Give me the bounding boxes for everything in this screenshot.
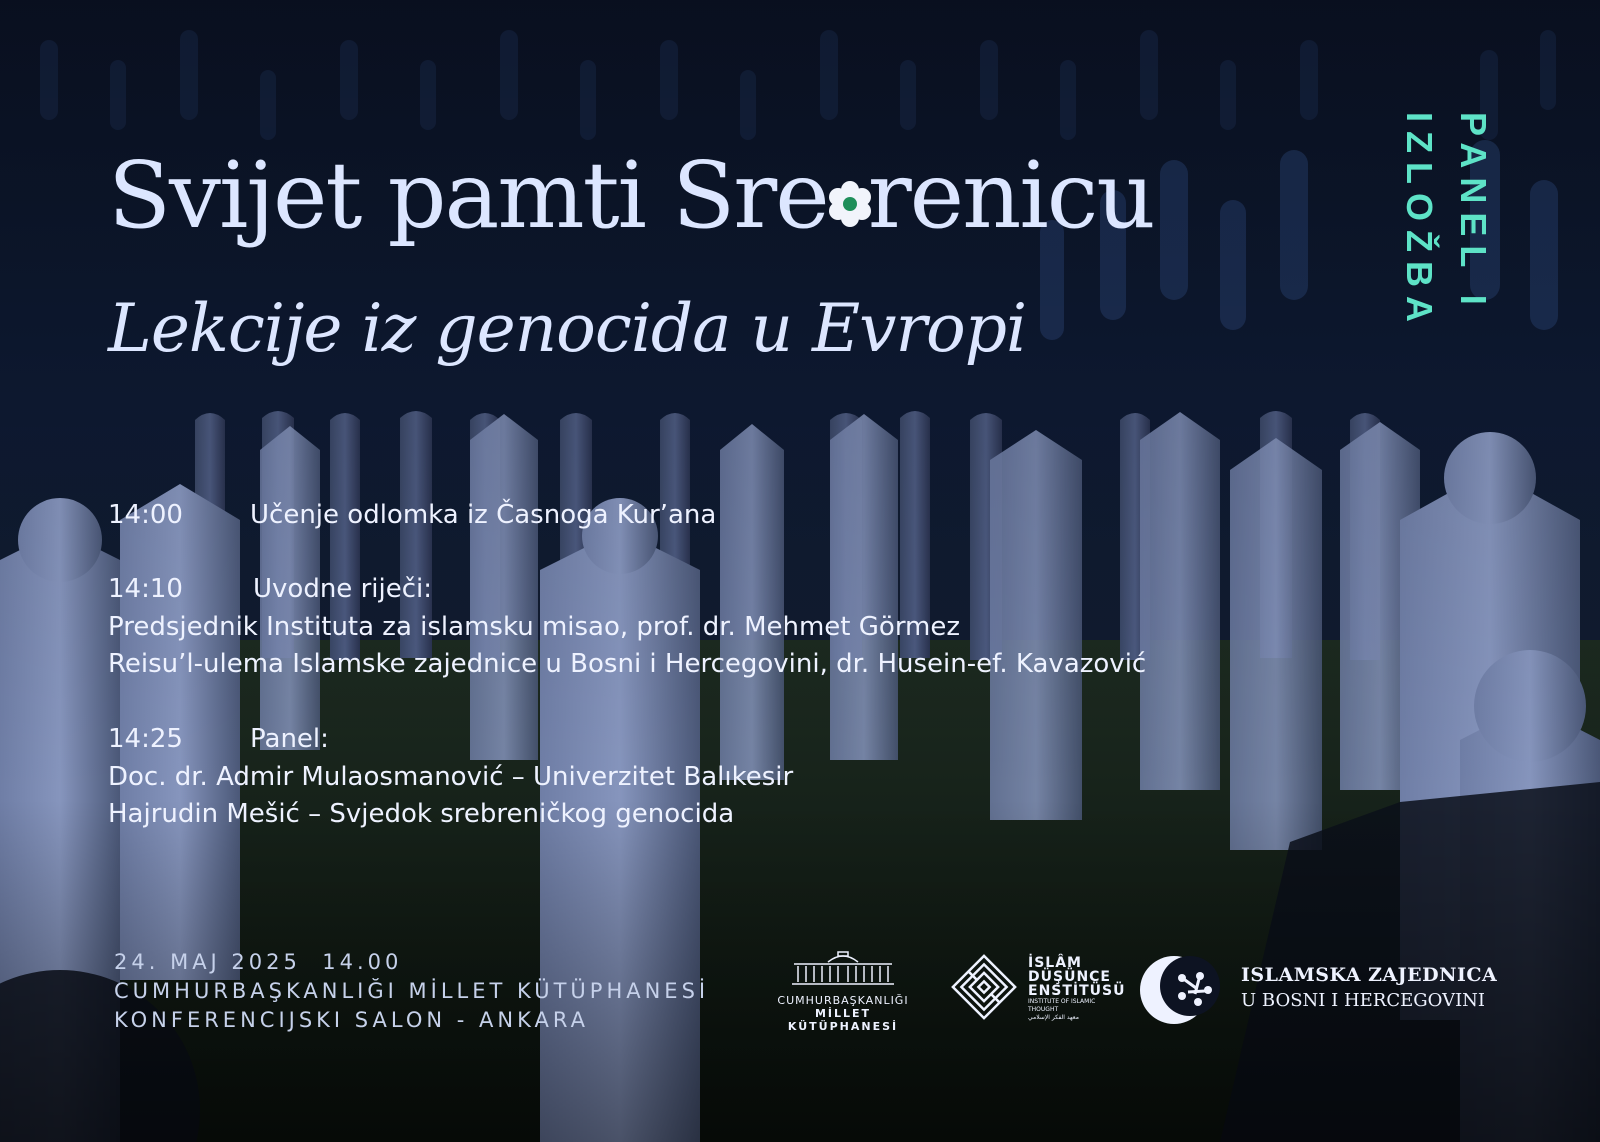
institute-logo-line-4: INSTITUTE OF ISLAMIC THOUGHT bbox=[1028, 998, 1096, 1013]
event-venue: CUMHURBAŞKANLIĞI MİLLET KÜTÜPHANESİ bbox=[114, 979, 710, 1003]
islamic-thought-institute-logo bbox=[948, 952, 1126, 1022]
schedule-title: Uvodne riječi: bbox=[253, 574, 432, 604]
schedule-detail-line: Predsjednik Instituta za islamsku misao, prof. dr. Mehmet Görmez bbox=[108, 612, 961, 642]
schedule-item bbox=[108, 500, 716, 530]
library-logo-line-2: MİLLET KÜTÜPHANESİ bbox=[787, 1007, 899, 1033]
event-info bbox=[114, 948, 709, 1035]
srebrenica-flower-icon bbox=[826, 157, 874, 249]
title-part-1: Svijet pamti Sre bbox=[108, 142, 828, 249]
library-logo-line-1: CUMHURBAŞKANLIĞI bbox=[777, 994, 909, 1007]
schedule-title: Panel: bbox=[250, 724, 329, 754]
title-part-2: renicu bbox=[867, 142, 1154, 249]
event-hall: KONFERENCIJSKI SALON - ANKARA bbox=[114, 1008, 589, 1032]
page-subtitle: Lekcije iz genocida u Evropi bbox=[108, 290, 1027, 367]
crescent-star-icon bbox=[1138, 950, 1228, 1030]
institute-logo-line-1: İSLÂM bbox=[1028, 955, 1082, 971]
vertical-label bbox=[1392, 112, 1500, 331]
kufic-square-icon bbox=[948, 952, 1020, 1022]
schedule-detail-line: Hajrudin Mešić – Svjedok srebreničkog genocida bbox=[108, 799, 735, 829]
institute-logo-line-3: ENSTİTÜSÜ bbox=[1028, 983, 1126, 999]
schedule-time: 14:00 bbox=[108, 500, 183, 530]
schedule-time: 14:10 bbox=[108, 574, 183, 604]
institute-logo-line-2: DÜŞÜNCE bbox=[1028, 969, 1111, 985]
vertical-label-line-2: IZLOŽBA bbox=[1399, 112, 1440, 331]
library-building-icon bbox=[788, 950, 898, 986]
vertical-label-line-1: PANEL I bbox=[1453, 112, 1494, 314]
schedule-item bbox=[108, 574, 432, 604]
schedule-detail-line: Reisu’l-ulema Islamske zajednice u Bosni i Hercegovini, dr. Husein-ef. Kavazović bbox=[108, 649, 1147, 679]
schedule-title: Učenje odlomka iz Časnoga Kur’ana bbox=[250, 500, 717, 530]
schedule-time: 14:25 bbox=[108, 724, 183, 754]
islamic-community-logo-line-2: U BOSNI I HERCEGOVINI bbox=[1241, 990, 1486, 1011]
institute-logo-line-5: معهد الفكر الإسلامي bbox=[1028, 1014, 1079, 1021]
page-title bbox=[108, 142, 1154, 249]
event-date: 24. MAJ 2025 14.00 bbox=[114, 950, 403, 974]
schedule-detail-line: Doc. dr. Admir Mulaosmanović – Univerzitet Balıkesir bbox=[108, 762, 794, 792]
islamic-community-logo-line-1: ISLAMSKA ZAJEDNICA bbox=[1241, 964, 1498, 986]
islamic-community-logo bbox=[1138, 950, 1498, 1030]
millet-library-logo bbox=[760, 950, 926, 1033]
schedule-item bbox=[108, 724, 329, 754]
